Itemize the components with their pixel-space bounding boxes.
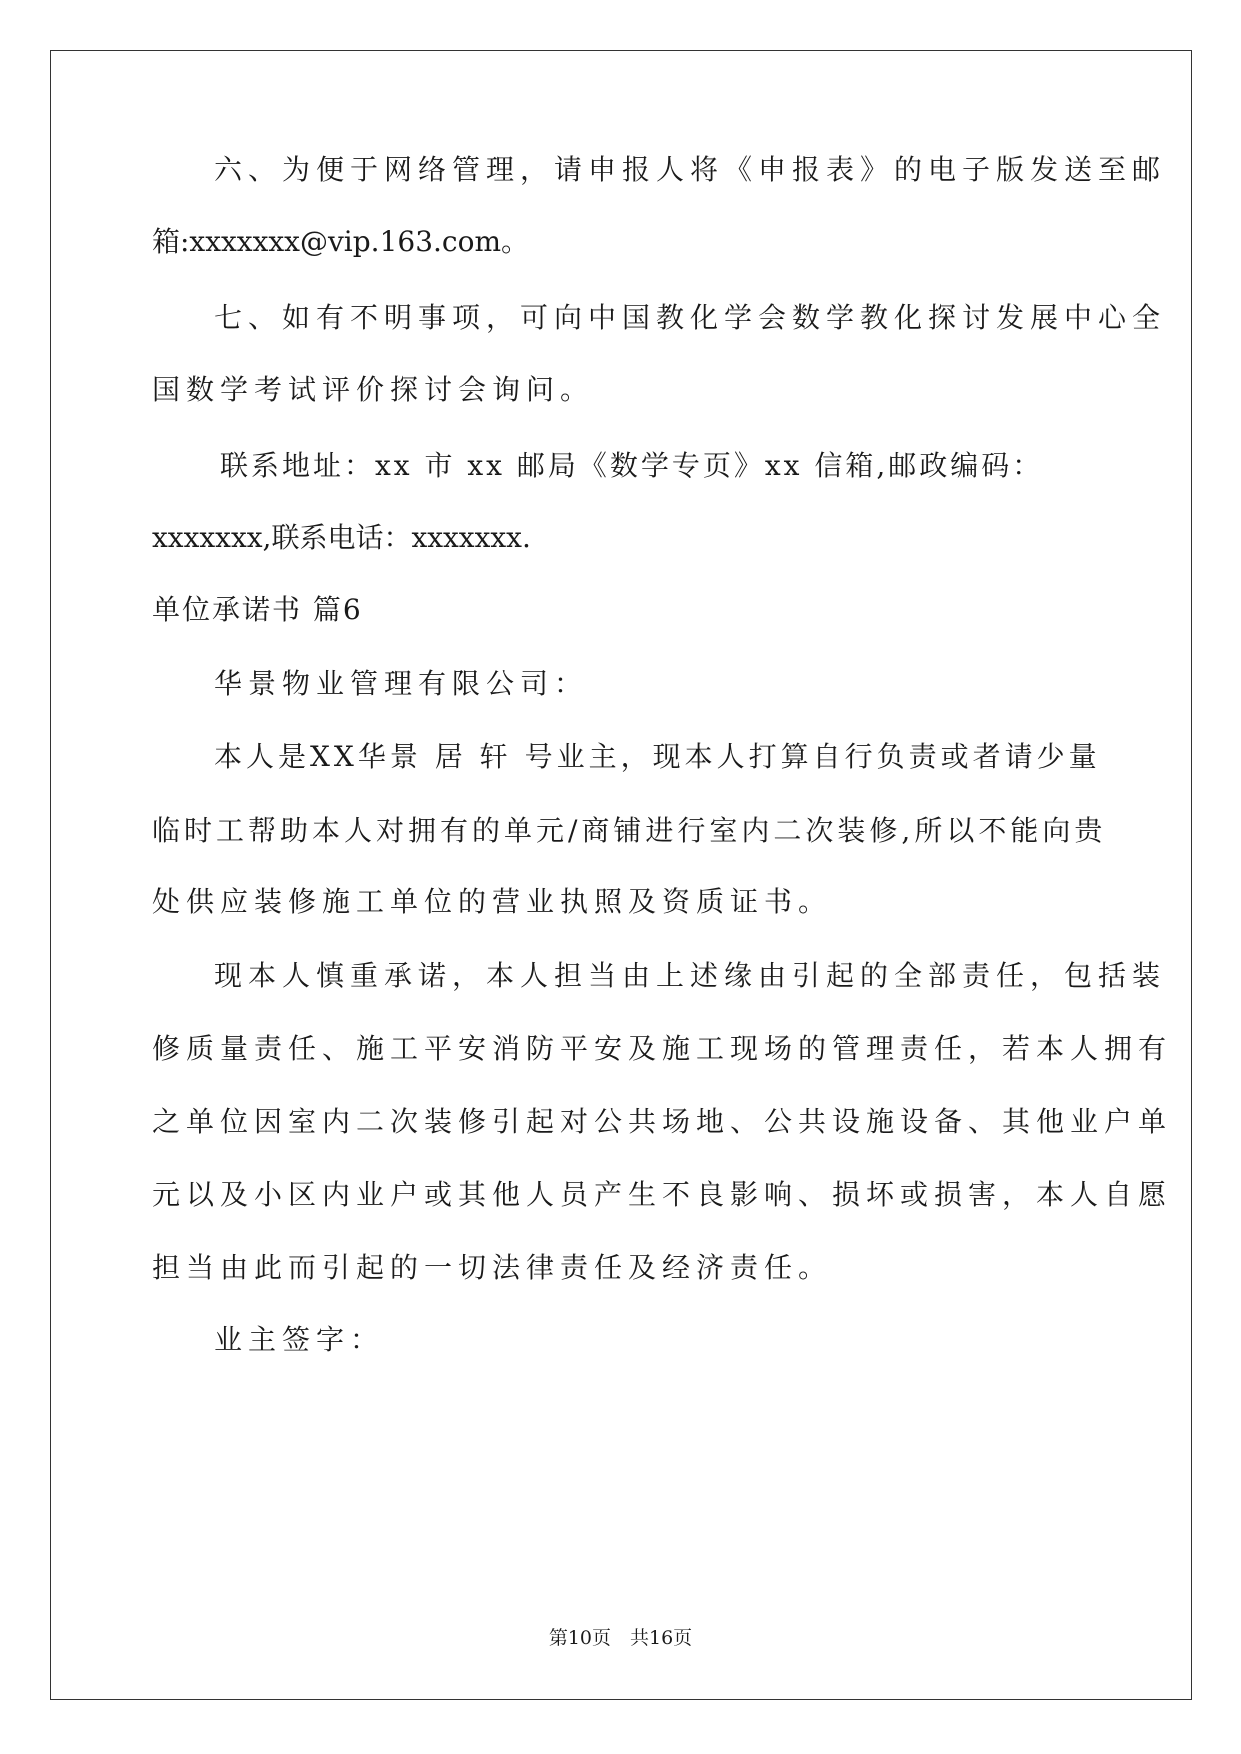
paragraph-line: 处供应装修施工单位的营业执照及资质证书。	[152, 885, 833, 918]
paragraph-line: 修质量责任、施工平安消防平安及施工现场的管理责任，若本人拥有	[152, 1032, 1173, 1065]
paragraph-line: 七、如有不明事项，可向中国教化学会数学教化探讨发展中心全	[214, 301, 1167, 334]
contact-address-line: 联系地址：xx 市 xx 邮局《数学专页》xx 信箱,邮政编码：	[220, 449, 1044, 482]
paragraph-line: 本人是XX华景 居 轩 号业主，现本人打算自行负责或者请少量	[214, 740, 1101, 773]
paragraph-line: 之单位因室内二次装修引起对公共场地、公共设施设备、其他业户单	[152, 1105, 1173, 1138]
section-heading: 单位承诺书 篇6	[152, 593, 363, 626]
signature-line: 业主签字：	[214, 1323, 385, 1356]
paragraph-line: 现本人慎重承诺，本人担当由上述缘由引起的全部责任，包括装	[214, 959, 1167, 992]
paragraph-line: 担当由此而引起的一切法律责任及经济责任。	[152, 1251, 833, 1284]
paragraph-line: 国数学考试评价探讨会询问。	[152, 373, 595, 406]
paragraph-line: 元以及小区内业户或其他人员产生不良影响、损坏或损害，本人自愿	[152, 1178, 1173, 1211]
page-number: 第10页 共16页	[548, 1627, 693, 1649]
contact-phone-line: xxxxxxx,联系电话：xxxxxxx.	[152, 521, 531, 554]
paragraph-line: 箱:xxxxxxx@vip.163.com。	[152, 225, 530, 258]
paragraph-line: 六、为便于网络管理，请申报人将《申报表》的电子版发送至邮	[214, 153, 1167, 186]
addressee-line: 华景物业管理有限公司：	[214, 667, 589, 700]
paragraph-line: 临时工帮助本人对拥有的单元/商铺进行室内二次装修,所以不能向贵	[152, 814, 1107, 847]
